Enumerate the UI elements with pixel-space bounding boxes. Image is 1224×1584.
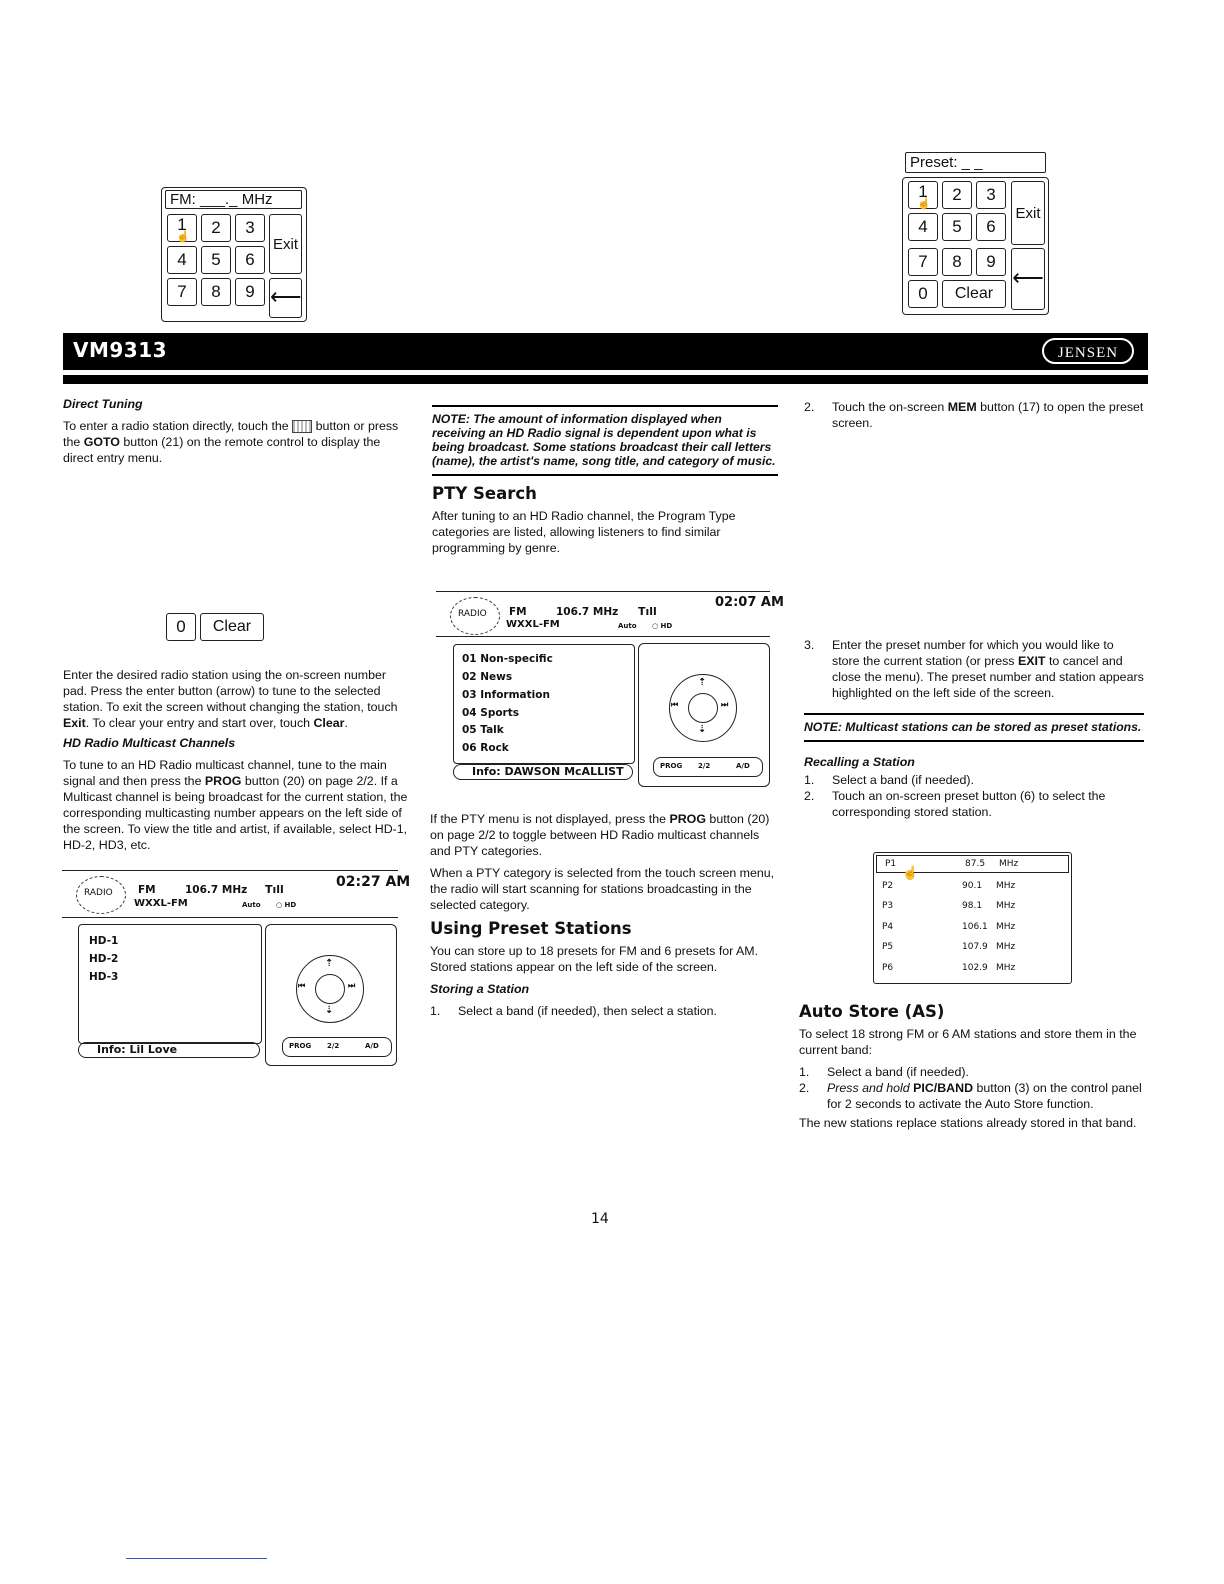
ad-button[interactable]: A/D (365, 1042, 379, 1050)
brand-logo: JENSEN (1042, 338, 1134, 364)
clear-key[interactable]: Clear (200, 613, 264, 641)
hand-pointer-icon: ☝ (176, 231, 190, 243)
text: . (344, 716, 348, 730)
storing-heading: Storing a Station (430, 982, 530, 996)
column-3 (804, 399, 1144, 434)
preset-frequency: 106.1 (962, 921, 988, 932)
key-9[interactable]: 9 (235, 278, 265, 306)
auto-store-step-1 (799, 1064, 1144, 1080)
dpad-center[interactable] (315, 974, 345, 1004)
key-1[interactable]: 1 ☝ (908, 181, 938, 209)
radio-label: RADIO (458, 609, 487, 619)
bottom-buttons (282, 1037, 392, 1057)
preset-row[interactable] (874, 937, 1071, 957)
status-bar (436, 591, 770, 637)
text: If the PTY menu is not displayed, press the (430, 812, 667, 826)
text: To tune to an HD Radio multicast channel, tune to the main signal and then press the (63, 758, 387, 788)
key-4[interactable]: 4 (908, 213, 938, 241)
hd-multicast-heading: HD Radio Multicast Channels (63, 736, 236, 750)
step-number: 3. (804, 638, 815, 652)
key-5[interactable]: 5 (942, 213, 972, 241)
list-item[interactable]: 01 Non-specific (462, 653, 553, 665)
exit-key[interactable]: Exit (269, 214, 302, 274)
presets-paragraph: You can store up to 18 presets for FM and 6 presets for AM. Stored stations appear on the left side of the screen. (430, 944, 759, 974)
preset-number: P4 (882, 921, 894, 932)
preset-frequency: 98.1 (962, 901, 983, 911)
step-number: 2. (804, 789, 815, 803)
step-text: Press and hold PIC/BAND button (3) on the control panel for 2 seconds to activate the Auto Store function. (827, 1081, 1142, 1111)
key-8[interactable]: 8 (201, 278, 231, 306)
prog-bold: PROG (204, 774, 242, 788)
goto-bold: GOTO (83, 435, 120, 449)
clock-time: 02:27 AM (336, 874, 411, 890)
column-3-lower (799, 1004, 1144, 1137)
hd-indicator: ○ HD (276, 901, 297, 909)
enter-arrow-icon: ⟵ (1012, 265, 1044, 290)
step-text: Select a band (if needed). (832, 773, 974, 787)
preset-keypad (902, 177, 1049, 315)
clear-key[interactable]: Clear (942, 280, 1006, 308)
preset-list (873, 852, 1072, 984)
preset-unit: MHz (996, 942, 1016, 952)
hd-info-note: NOTE: The amount of information displayed when receiving an HD Radio signal is dependent upon what is being broadcast. Some stations broadcast their call letters (name), the artist's name, song title, and category of music. (432, 405, 778, 476)
pty-paragraph-3: When a PTY category is selected from the touch screen menu, the radio will start scanning for stations broadcasting in the selected category. (430, 866, 775, 912)
band-label: FM (138, 884, 156, 896)
page-button[interactable]: 2/2 (698, 762, 711, 770)
list-item[interactable]: 03 Information (462, 689, 550, 701)
pty-screen (436, 591, 784, 789)
control-panel (265, 924, 397, 1066)
key-7[interactable]: 7 (167, 278, 197, 306)
keypad-button-icon (292, 420, 312, 433)
preset-frequency: 107.9 (962, 942, 988, 952)
frequency-label: 106.7 MHz (185, 884, 248, 896)
keypad-instructions (63, 667, 408, 731)
preset-unit: MHz (996, 901, 1016, 911)
text: . To clear your entry and start over, touch (85, 716, 311, 730)
info-bar: Info: DAWSON McALLIST (453, 764, 633, 780)
enter-arrow-icon: ⟵ (270, 284, 302, 309)
hd-channel-list (78, 924, 262, 1044)
step-number: 2. (804, 400, 815, 414)
text: Enter the desired radio station using the on-screen number pad. Press the enter button (arrow) to tune to the selected station. To exit the screen without changing the station, touch (63, 668, 398, 714)
down-arrow-icon[interactable]: ⇣ (698, 724, 707, 735)
preset-number: P6 (882, 962, 894, 973)
column-2-lower (430, 811, 776, 1022)
prog-button[interactable]: PROG (660, 762, 683, 770)
exit-bold: Exit (63, 716, 86, 730)
pty-paragraph: After tuning to an HD Radio channel, the Program Type categories are listed, allowing listeners to find similar programming by genre. (432, 509, 736, 555)
key-3[interactable]: 3 (976, 181, 1006, 209)
key-1[interactable]: 1 ☝ (167, 214, 197, 242)
clear-bold: Clear (313, 716, 345, 730)
auto-store-step-2 (799, 1080, 1144, 1112)
text: button (20) on page 2/2. If a Multicast channel is being broadcast for the current station, the corresponding multicasting number appears on the left side of the screen. To view the title and artist, if available, select HD-1, HD-2, HD3, etc. (63, 774, 408, 852)
key-2[interactable]: 2 (201, 214, 231, 242)
step-text: Select a band (if needed), then select a station. (458, 1004, 717, 1018)
preset-frequency: 90.1 (962, 880, 983, 891)
key-6[interactable]: 6 (235, 246, 265, 274)
model-title: VM9313 (73, 338, 168, 362)
prog-bold: PROG (669, 812, 706, 826)
recalling-heading: Recalling a Station (804, 755, 915, 769)
list-item[interactable]: HD-1 (89, 935, 119, 947)
column-2 (432, 405, 778, 562)
radio-label: RADIO (84, 888, 113, 898)
hand-pointer-icon: ☝ (917, 198, 931, 210)
direct-tuning-heading: Direct Tuning (63, 397, 143, 411)
key-3[interactable]: 3 (235, 214, 265, 242)
down-arrow-icon[interactable]: ⇣ (325, 1005, 334, 1016)
auto-label: Auto (242, 901, 261, 909)
pty-category-list (453, 644, 635, 764)
prog-button[interactable]: PROG (289, 1042, 312, 1050)
preset-frequency: 102.9 (962, 962, 988, 973)
storing-step-3 (804, 637, 1144, 701)
step-number: 2. (799, 1081, 810, 1095)
frequency-label: 106.7 MHz (556, 606, 619, 618)
pty-search-heading: PTY Search (432, 484, 537, 503)
step-text: Select a band (if needed). (827, 1065, 969, 1079)
key-9[interactable]: 9 (976, 248, 1006, 276)
preset-frequency: 87.5 (965, 859, 986, 869)
preset-row[interactable] (874, 917, 1071, 937)
step-number: 1. (799, 1065, 810, 1079)
preset-number: P2 (882, 880, 894, 891)
station-name: WXXL-FM (134, 898, 188, 909)
preset-row[interactable] (874, 958, 1071, 978)
exit-key[interactable]: Exit (1011, 181, 1045, 245)
header-bar (63, 333, 1148, 370)
control-panel (638, 643, 770, 787)
direction-pad[interactable] (296, 955, 364, 1023)
step-text: Enter the preset number for which you would like to store the current station (or press EXIT to cancel and close the menu). The preset number and station appears highlighted on the left side of the screen. (832, 638, 1144, 700)
list-item[interactable]: HD-2 (89, 953, 119, 965)
text: button (20) on page 2/2 to toggle between HD Radio multicast channels and PTY categories. (430, 812, 770, 858)
clock-time: 02:07 AM (715, 595, 784, 610)
key-2[interactable]: 2 (942, 181, 972, 209)
text: button or press the (63, 419, 399, 449)
preset-row[interactable] (874, 896, 1071, 916)
auto-store-heading: Auto Store (AS) (799, 1002, 945, 1021)
page-number: 14 (591, 1211, 609, 1227)
preset-unit: MHz (996, 962, 1016, 973)
dpad-center[interactable] (688, 693, 718, 723)
band-label: FM (509, 606, 527, 618)
column-1-lower (63, 667, 408, 859)
column-1 (63, 396, 408, 472)
pty-paragraph-2 (430, 811, 776, 859)
up-arrow-icon[interactable]: ⇡ (325, 958, 334, 969)
recall-step-1 (804, 772, 1144, 788)
list-item[interactable]: 06 Rock (462, 742, 509, 754)
ad-button[interactable]: A/D (736, 762, 750, 770)
list-item[interactable]: 04 Sports (462, 707, 520, 719)
bottom-buttons (653, 757, 763, 777)
storing-step-2 (804, 399, 1144, 431)
next-icon[interactable]: ⏭ (348, 981, 356, 990)
info-bar: Info: Lil Love (78, 1042, 260, 1058)
recall-step-2 (804, 788, 1144, 820)
enter-arrow-key[interactable] (269, 278, 302, 318)
preset-number: P5 (882, 942, 894, 952)
up-arrow-icon[interactable]: ⇡ (698, 677, 707, 688)
auto-store-paragraph-2: The new stations replace stations already stored in that band. (799, 1116, 1137, 1130)
direct-entry-keypad (161, 187, 307, 322)
list-item[interactable]: 05 Talk (462, 724, 504, 736)
page-button[interactable]: 2/2 (327, 1042, 340, 1050)
list-item[interactable]: 02 News (462, 671, 513, 683)
text: button (21) on the remote control to display the direct entry menu. (63, 435, 381, 465)
signal-strength-icon: Tıll (265, 883, 284, 896)
hd-multicast-screen (62, 870, 411, 1068)
key-0[interactable]: 0 (166, 613, 196, 641)
hand-pointer-icon: ☝ (902, 865, 919, 880)
step-number: 1. (430, 1004, 441, 1018)
preset-unit: MHz (996, 880, 1016, 891)
status-bar (62, 870, 398, 918)
using-presets-heading: Using Preset Stations (430, 919, 632, 938)
enter-arrow-key[interactable] (1011, 248, 1045, 310)
station-name: WXXL-FM (506, 619, 560, 630)
preset-unit: MHz (999, 859, 1019, 869)
storing-step-1 (430, 1003, 776, 1019)
preset-unit: MHz (996, 921, 1016, 932)
list-item[interactable]: HD-3 (89, 971, 119, 983)
hd-multicast-paragraph (63, 757, 408, 853)
key-4[interactable]: 4 (167, 246, 197, 274)
key-8[interactable]: 8 (942, 248, 972, 276)
column-3-middle (804, 637, 1144, 823)
text: To enter a radio station directly, touch the (63, 419, 289, 433)
signal-strength-icon: Tıll (638, 605, 657, 618)
direct-tuning-paragraph (63, 418, 408, 466)
hd-indicator: ○ HD (652, 622, 673, 630)
key-6[interactable]: 6 (976, 213, 1006, 241)
key-5[interactable]: 5 (201, 246, 231, 274)
footnote-rule (126, 1558, 267, 1559)
step-text: Touch an on-screen preset button (6) to select the corresponding stored station. (832, 789, 1106, 819)
previous-icon[interactable]: ⏮ (298, 981, 306, 990)
direction-pad[interactable] (669, 674, 737, 742)
preset-number: P1 (885, 859, 897, 869)
next-icon[interactable]: ⏭ (721, 700, 729, 709)
frequency-display: FM: ___._ MHz (165, 190, 302, 209)
step-text: Touch the on-screen MEM button (17) to open the preset screen. (832, 400, 1144, 430)
previous-icon[interactable]: ⏮ (671, 700, 679, 709)
step-number: 1. (804, 773, 815, 787)
auto-label: Auto (618, 622, 637, 630)
key-0[interactable]: 0 (908, 280, 938, 308)
preset-display: Preset: _ _ (905, 152, 1046, 173)
key-7[interactable]: 7 (908, 248, 938, 276)
auto-store-paragraph: To select 18 strong FM or 6 AM stations and store them in the current band: (799, 1027, 1137, 1057)
multicast-note: NOTE: Multicast stations can be stored as preset stations. (804, 713, 1144, 742)
preset-number: P3 (882, 901, 894, 911)
header-rule (63, 375, 1148, 384)
